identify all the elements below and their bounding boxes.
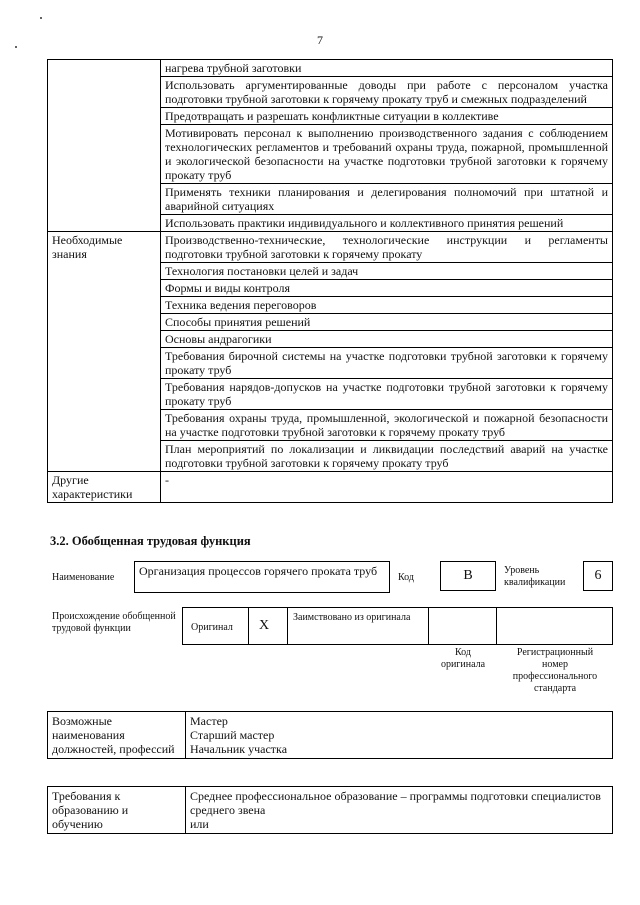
row-item: Требования охраны труда, промышленной, экологической и пожарной безопасности на участке подготовки трубной заготовки к горячему прокату труб: [161, 410, 613, 441]
row-item: Производственно-технические, технологические инструкции и регламенты подготовки трубной заготовки к горячему прокату: [161, 232, 613, 263]
row-item: Использовать практики индивидуального и коллективного принятия решений: [161, 215, 613, 232]
positions-values: [186, 712, 613, 759]
original-label: Оригинал: [191, 622, 233, 633]
level-label: Уровень квалификации: [504, 565, 566, 588]
level-value: 6: [583, 561, 613, 591]
scan-speck: [40, 17, 42, 19]
table-row: [48, 60, 613, 77]
row-item: Требования нарядов-допусков на участке подготовки трубной заготовки к горячему прокату труб: [161, 379, 613, 410]
origin-label: Происхождение обобщенной трудовой функции: [52, 611, 176, 634]
row-item: Технология постановки целей и задач: [161, 263, 613, 280]
education-label: Требования к образованию и обучению: [48, 787, 186, 834]
education-item: Среднее профессиональное образование – программы подготовки специалистов среднего звена: [190, 789, 601, 817]
position-item: Начальник участка: [190, 742, 288, 756]
positions-table: [47, 711, 613, 759]
education-table: [47, 786, 613, 834]
code-value: В: [440, 561, 496, 591]
row-item: Использовать аргументированные доводы при работе с персоналом участка подготовки трубной заготовки к горячему прокату труб и смежных подразделений: [161, 77, 613, 108]
position-item: Старший мастер: [190, 728, 275, 742]
row-item: Требования бирочной системы на участке подготовки трубной заготовки к горячему прокату труб: [161, 348, 613, 379]
row-item: Применять техники планирования и делегирования полномочий при штатной и аварийной ситуациях: [161, 184, 613, 215]
row-item: Формы и виды контроля: [161, 280, 613, 297]
education-values: [186, 787, 613, 834]
code-label: Код: [398, 572, 414, 583]
code-original-label: Код оригинала: [440, 647, 486, 670]
table-row: [48, 472, 613, 503]
page-number: 7: [317, 33, 323, 47]
row-item: Мотивировать персонал к выполнению производственного задания с соблюдением технологических регламентов и требований охраны труда, пожарной, промышленной и экологической безопасности на участке подготовки трубной заготовки к горячему прокату труб: [161, 125, 613, 184]
row-label: [48, 60, 161, 232]
reg-number-label: Регистрационный номер профессионального стандарта: [512, 647, 598, 694]
row-item: Техника ведения переговоров: [161, 297, 613, 314]
row-item: Способы принятия решений: [161, 314, 613, 331]
section-title: 3.2. Обобщенная трудовая функция: [50, 534, 251, 548]
name-label: Наименование: [52, 572, 115, 583]
name-value: Организация процессов горячего проката труб: [139, 564, 378, 578]
row-label: Необходимые знания: [48, 232, 161, 472]
skills-knowledge-table: [47, 59, 613, 503]
row-item: Основы андрагогики: [161, 331, 613, 348]
row-item: нагрева трубной заготовки: [161, 60, 613, 77]
education-item: или: [190, 817, 209, 831]
table-row: [48, 232, 613, 263]
row-item: -: [161, 472, 613, 503]
borrowed-label: Заимствовано из оригинала: [293, 612, 411, 623]
positions-label: Возможные наименования должностей, профессий: [48, 712, 186, 759]
original-mark: X: [259, 618, 270, 633]
name-value-box: [134, 561, 390, 593]
row-label: Другие характеристики: [48, 472, 161, 503]
position-item: Мастер: [190, 714, 228, 728]
row-item: Предотвращать и разрешать конфликтные ситуации в коллективе: [161, 108, 613, 125]
row-item: План мероприятий по локализации и ликвидации последствий аварий на участке подготовки трубной заготовки к горячему прокату труб: [161, 441, 613, 472]
